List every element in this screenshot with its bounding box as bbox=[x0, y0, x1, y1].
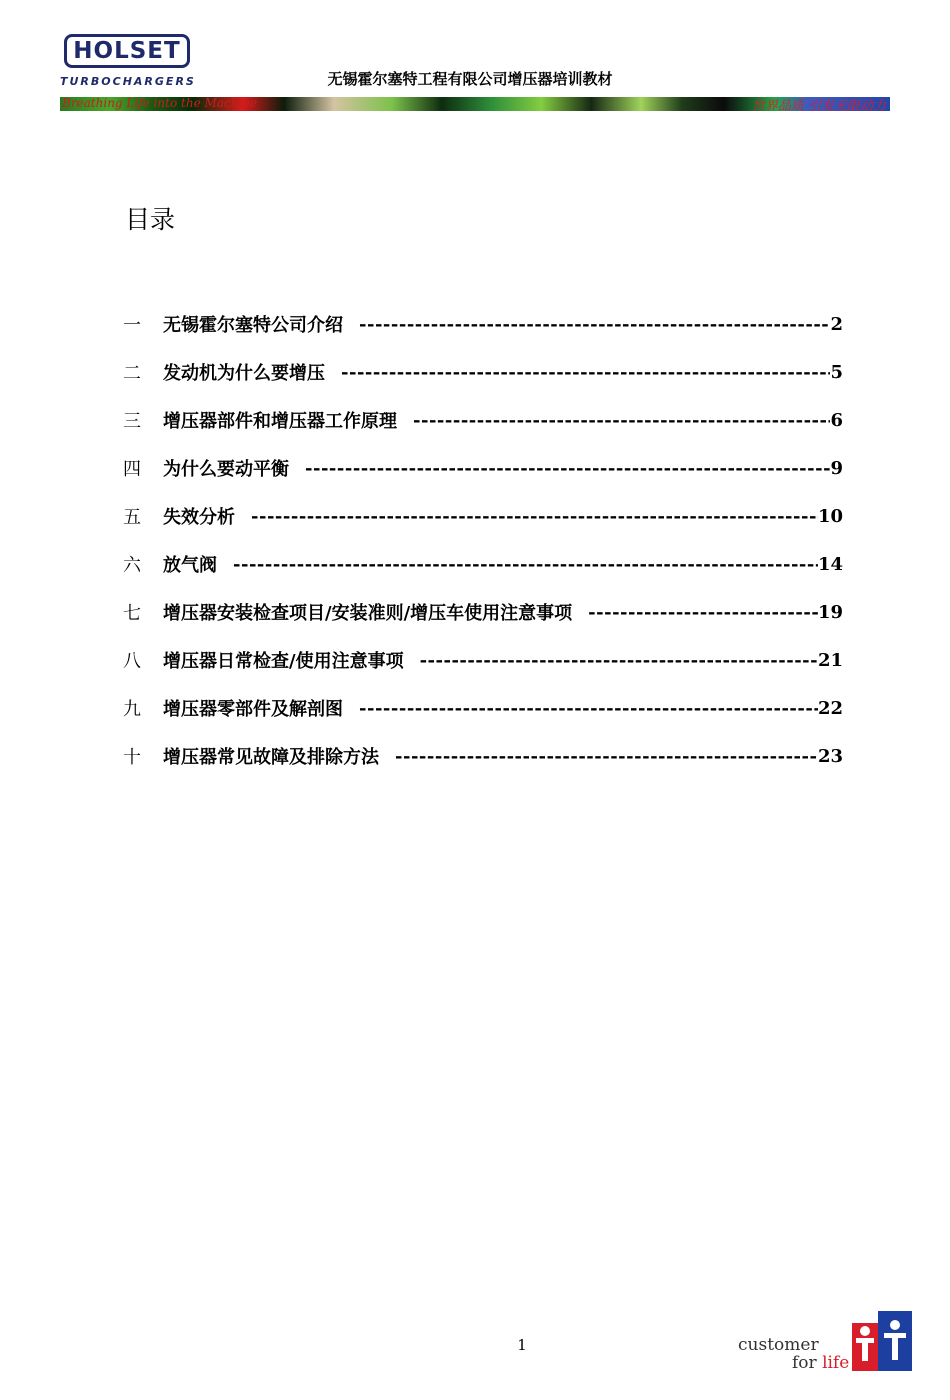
toc-dot-leader bbox=[413, 410, 830, 431]
toc-entry-number: 九 bbox=[123, 699, 141, 720]
banner-slogan-chinese: 世界品质 引发无限动力 bbox=[751, 99, 886, 111]
toc-entry-title: 放气阀 bbox=[163, 555, 217, 576]
holset-logo: HOLSET bbox=[64, 34, 190, 68]
customer-for-life-icon bbox=[852, 1311, 912, 1371]
toc-entry-page: 14 bbox=[817, 553, 843, 575]
toc-entry-number: 七 bbox=[123, 603, 141, 624]
toc-entry[interactable] bbox=[123, 348, 843, 396]
toc-entry[interactable] bbox=[123, 684, 843, 732]
toc-entry[interactable] bbox=[123, 588, 843, 636]
toc-entry-title: 增压器部件和增压器工作原理 bbox=[163, 411, 397, 432]
toc-entry-page: 21 bbox=[817, 649, 843, 671]
toc-entry-number: 五 bbox=[123, 507, 141, 528]
toc-entry-page: 10 bbox=[817, 505, 843, 527]
toc-entry-title: 增压器安装检查项目/安装准则/增压车使用注意事项 bbox=[163, 603, 573, 624]
toc-entry-title: 失效分析 bbox=[163, 507, 235, 528]
toc-entry-title: 无锡霍尔塞特公司介绍 bbox=[163, 315, 343, 336]
document-header-title: 无锡霍尔塞特工程有限公司增压器培训教材 bbox=[327, 70, 613, 88]
toc-entry-title: 发动机为什么要增压 bbox=[163, 363, 325, 384]
toc-dot-leader bbox=[341, 362, 830, 383]
toc-title: 目录 bbox=[125, 205, 176, 234]
toc-entry-title: 增压器常见故障及排除方法 bbox=[163, 747, 379, 768]
toc-entry[interactable] bbox=[123, 444, 843, 492]
toc-entry-title: 为什么要动平衡 bbox=[163, 459, 289, 480]
toc-entry[interactable] bbox=[123, 732, 843, 780]
banner-slogan-english: Breathing Life into the Machine bbox=[62, 97, 258, 110]
toc-entry-number: 一 bbox=[123, 315, 141, 336]
toc-dot-leader bbox=[305, 458, 830, 479]
toc-entry-number: 十 bbox=[123, 747, 141, 768]
toc-entry-page: 19 bbox=[817, 601, 843, 623]
toc-entry[interactable] bbox=[123, 492, 843, 540]
toc-entry-title: 增压器日常检查/使用注意事项 bbox=[163, 651, 404, 672]
toc-entry-title: 增压器零部件及解剖图 bbox=[163, 699, 343, 720]
toc-entry[interactable] bbox=[123, 396, 843, 444]
logo-subtext: TURBOCHARGERS bbox=[60, 75, 196, 88]
table-of-contents bbox=[123, 300, 843, 780]
toc-entry-page: 9 bbox=[830, 457, 843, 479]
toc-entry-page: 2 bbox=[830, 313, 843, 335]
header-banner bbox=[60, 97, 890, 111]
customer-for-life-tagline bbox=[738, 1336, 849, 1372]
toc-dot-leader bbox=[233, 554, 818, 575]
toc-entry[interactable] bbox=[123, 636, 843, 684]
toc-entry-page: 23 bbox=[817, 745, 843, 767]
tagline-line1: customer bbox=[738, 1335, 819, 1355]
toc-dot-leader bbox=[359, 698, 818, 719]
tagline-life: life bbox=[822, 1353, 850, 1373]
toc-entry-page: 5 bbox=[830, 361, 843, 383]
toc-entry-page: 6 bbox=[830, 409, 843, 431]
toc-dot-leader bbox=[251, 506, 818, 527]
toc-entry-number: 二 bbox=[123, 363, 141, 384]
toc-dot-leader bbox=[395, 746, 818, 767]
toc-dot-leader bbox=[588, 602, 818, 623]
tagline-for: for bbox=[792, 1353, 823, 1373]
toc-entry-number: 四 bbox=[123, 459, 141, 480]
toc-entry[interactable] bbox=[123, 300, 843, 348]
page-number: 1 bbox=[517, 1336, 527, 1354]
toc-entry-number: 六 bbox=[123, 555, 141, 576]
toc-entry-number: 八 bbox=[123, 651, 141, 672]
toc-entry-number: 三 bbox=[123, 411, 141, 432]
toc-entry-page: 22 bbox=[817, 697, 843, 719]
toc-dot-leader bbox=[359, 314, 830, 335]
toc-entry[interactable] bbox=[123, 540, 843, 588]
toc-dot-leader bbox=[420, 650, 818, 671]
